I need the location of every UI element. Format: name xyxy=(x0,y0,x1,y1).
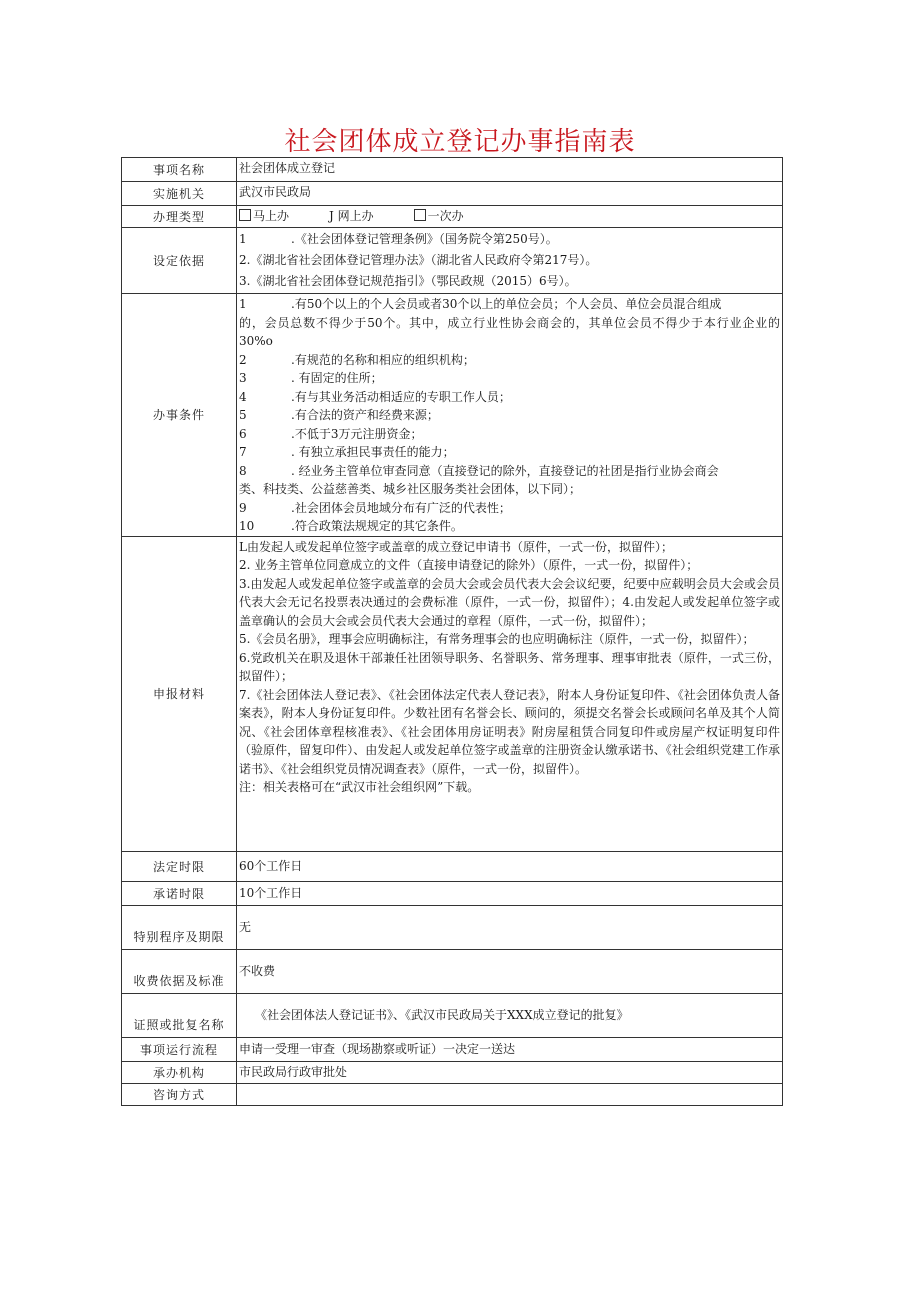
condition-continuation: 类、科技类、公益慈善类、城乡社区服务类社会团体，以下同）； xyxy=(239,482,582,496)
condition-item: 3 . 有固定的住所； xyxy=(239,371,383,385)
row-special xyxy=(122,905,783,949)
label-agency: 实施机关 xyxy=(122,182,237,206)
label-process: 事项运行流程 xyxy=(122,1037,237,1061)
checkbox-icon xyxy=(239,209,251,221)
label-type: 办理类型 xyxy=(122,206,237,228)
condition-item: 2 .有规范的名称和相应的组织机构； xyxy=(239,352,475,367)
material-item: 5.《会员名册》，理事会应明确标注，有常务理事会的也应明确标注（原件，一式一份，拟留件）； xyxy=(239,632,755,646)
row-process xyxy=(122,1037,783,1061)
label-license: 证照或批复名称 xyxy=(122,993,237,1037)
option-immediate: 马上办 xyxy=(239,207,289,226)
row-basis xyxy=(122,228,783,294)
material-item: 7.《社会团体法人登记表》、《社会团体法定代表人登记表》，附本人身份证复印件、《社会团体负责人备案表》，附本人身份证复印件。少数社团有名誉会长、顾问的，须提交名誉会长或顾问名单及其个人简况、《社会团体章程核准表》、《社会团体用房证明表》附房屋租赁合同复印件或房屋产权证明复印件（验原件，留复印件）、由发起人或发起单位签字或盖章的注册资金认缴承诺书、《社会组织党建工作承诺书》、《社会组织党员情况调查表》（原件，一式一份，拟留件）。 xyxy=(239,687,780,776)
label-contact: 咨询方式 xyxy=(122,1083,237,1105)
row-fees xyxy=(122,949,783,993)
value-materials xyxy=(237,536,783,851)
basis-line: 3.《湖北省社会团体登记规范指引》（鄂民政规（2015）6号）。 xyxy=(239,274,577,288)
value-conditions xyxy=(237,294,783,537)
value-legal-limit: 60个工作日 xyxy=(237,851,783,881)
material-item: 3.由发起人或发起单位签字或盖章的会员大会或会员代表大会会议纪要，纪要中应载明会员大会或会员代表大会无记名投票表决通过的会费标准（原件，一式一份，拟留件）；4.由发起人或发起单位签字或盖章确认的会员大会或会员代表大会通过的章程（原件，一式一份，拟留件）； xyxy=(239,576,780,628)
material-item: L由发起人或发起单位签字或盖章的成立登记申请书（原件，一式一份，拟留件）； xyxy=(239,539,673,554)
condition-item: 4 .有与其业务活动相适应的专职工作人员； xyxy=(239,389,511,404)
value-item-name: 社会团体成立登记 xyxy=(237,158,783,182)
label-legal-limit: 法定时限 xyxy=(122,851,237,881)
checkbox-icon xyxy=(414,209,426,221)
value-basis xyxy=(237,228,783,294)
condition-item: 9 .社会团体会员地域分布有广泛的代表性； xyxy=(239,500,511,515)
row-item-name xyxy=(122,158,783,182)
value-contact xyxy=(237,1083,783,1105)
material-note: 注：相关表格可在“武汉市社会组织网”下载。 xyxy=(239,780,480,794)
label-item-name: 事项名称 xyxy=(122,158,237,182)
option-online: J 网上办 xyxy=(329,209,374,223)
label-promise-limit: 承诺时限 xyxy=(122,881,237,905)
row-legal-limit xyxy=(122,851,783,881)
label-special: 特别程序及期限 xyxy=(122,905,237,949)
condition-continuation: 的，会员总数不得少于50个。其中，成立行业性协会商会的，其单位会员不得少于本行业企业的30%o xyxy=(239,315,780,348)
value-agency: 武汉市民政局 xyxy=(237,182,783,206)
row-type xyxy=(122,206,783,228)
row-materials xyxy=(122,536,783,851)
label-office: 承办机构 xyxy=(122,1061,237,1083)
condition-item: 7 . 有独立承担民事责任的能力； xyxy=(239,445,455,459)
condition-item: 8 . 经业务主管单位审查同意（直接登记的除外，直接登记的社团是指行业协会商会 xyxy=(239,463,719,478)
row-conditions xyxy=(122,294,783,537)
guide-table xyxy=(121,157,783,1106)
label-basis: 设定依据 xyxy=(122,228,237,294)
label-materials: 申报材料 xyxy=(122,536,237,851)
page-title: 社会团体成立登记办事指南表 xyxy=(284,127,636,157)
row-license xyxy=(122,993,783,1037)
basis-line: 2.《湖北省社会团体登记管理办法》（湖北省人民政府令第217号）。 xyxy=(239,253,598,267)
condition-item: 1 .有50个以上的个人会员或者30个以上的单位会员；个人会员、单位会员混合组成 xyxy=(239,297,722,311)
value-type xyxy=(237,206,783,228)
value-fees: 不收费 xyxy=(237,949,783,993)
material-item: 6.党政机关在职及退休干部兼任社团领导职务、名誉职务、常务理事、理事审批表（原件，一式三份，拟留件）； xyxy=(239,650,780,683)
value-license: 《社会团体法人登记证书》、《武汉市民政局关于XXX成立登记的批复》 xyxy=(237,993,783,1037)
value-process: 申请一受理一审查（现场勘察或听证）一决定一送达 xyxy=(237,1037,783,1061)
label-fees: 收费依据及标准 xyxy=(122,949,237,993)
condition-item: 5 .有合法的资产和经费来源； xyxy=(239,408,439,422)
value-promise-limit: 10个工作日 xyxy=(237,881,783,905)
row-promise-limit xyxy=(122,881,783,905)
row-office xyxy=(122,1061,783,1083)
basis-line: 1 .《社会团体登记管理条例》（国务院令第250号）。 xyxy=(239,232,558,246)
row-agency xyxy=(122,182,783,206)
value-office: 市民政局行政审批处 xyxy=(237,1061,783,1083)
condition-item: 6 .不低于3万元注册资金； xyxy=(239,426,423,441)
row-contact xyxy=(122,1083,783,1105)
label-conditions: 办事条件 xyxy=(122,294,237,537)
value-special: 无 xyxy=(237,905,783,949)
material-item: 2. 业务主管单位同意成立的文件（直接申请登记的除外）（原件，一式一份，拟留件）； xyxy=(239,558,699,572)
option-once: 一次办 xyxy=(414,207,464,226)
condition-item: 10 .符合政策法规规定的其它条件。 xyxy=(239,519,463,533)
